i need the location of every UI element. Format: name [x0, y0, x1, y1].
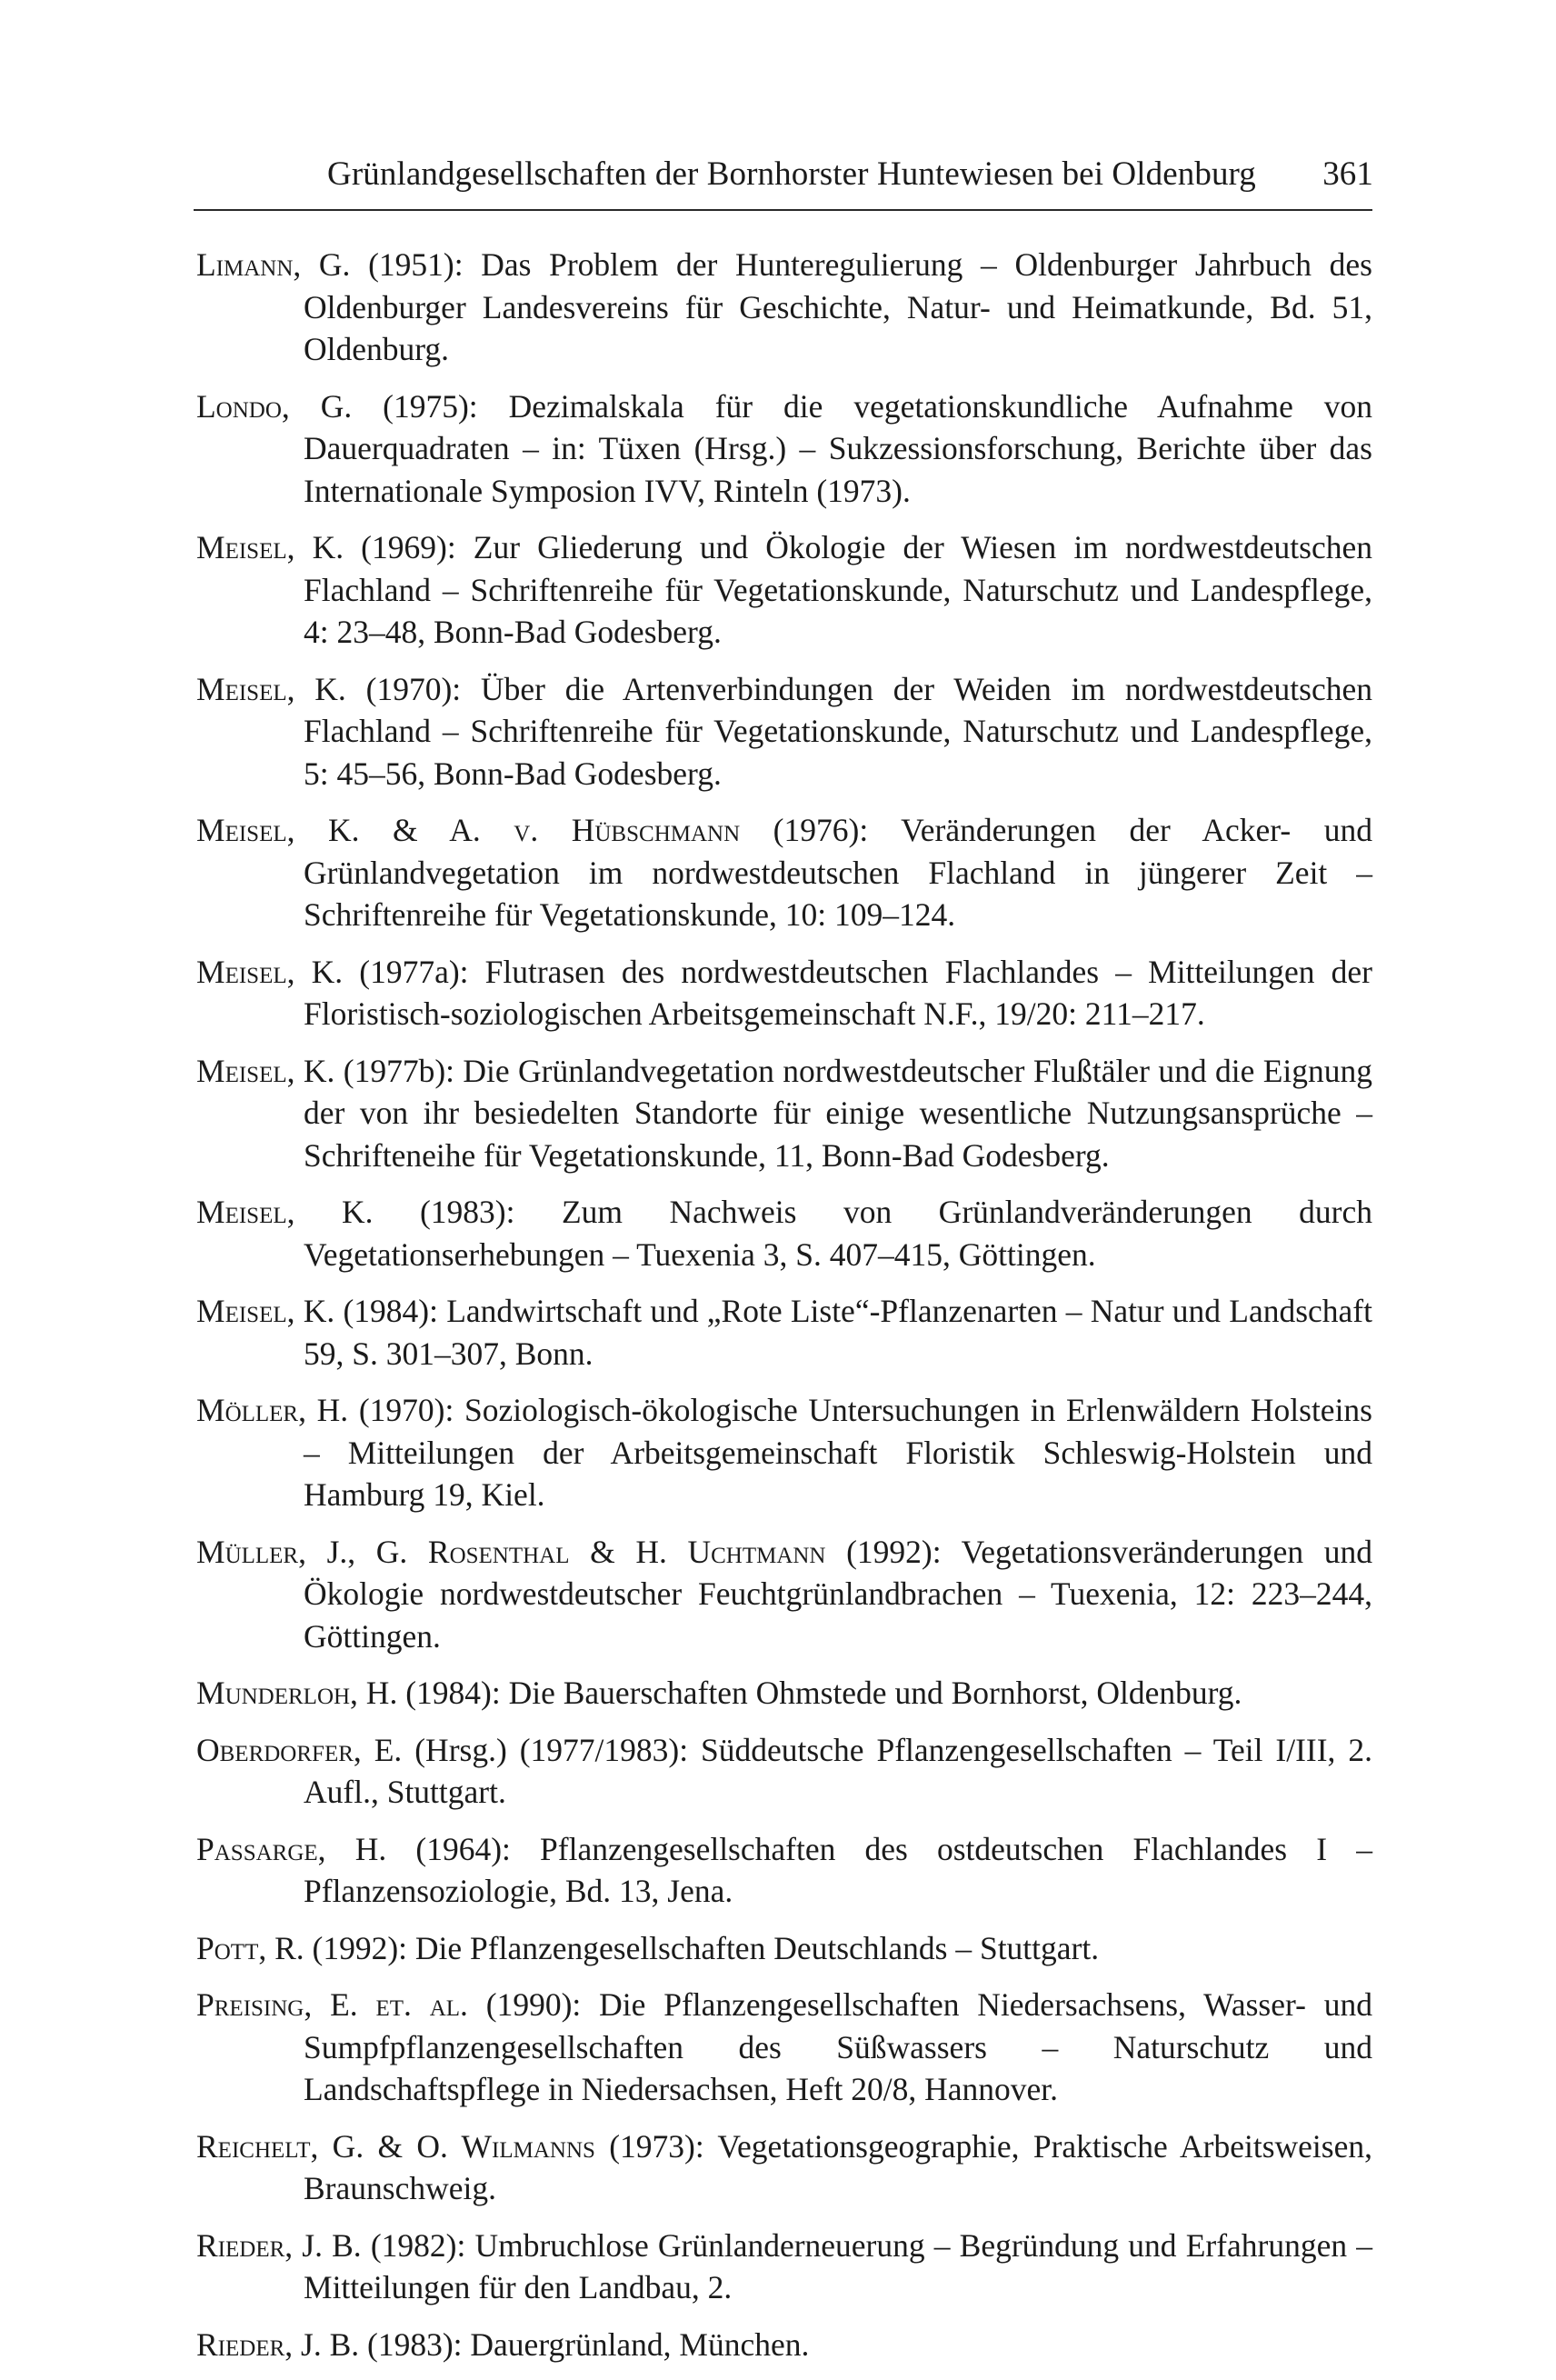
reference-authors: Meisel, K. [196, 1194, 374, 1230]
reference-authors: Meisel, K. [196, 670, 346, 707]
reference-text: (1990): Die Pflanzengesellschaften Niedersachsens, Wasser- und Sumpfpflanzengesellschaften des Süßwassers – Naturschutz und Landschaftspflege in Niedersachsen, Heft 20/8, Hannover. [304, 1986, 1373, 2107]
reference-text: (Hrsg.) (1977/1983): Süddeutsche Pflanzengesellschaften – Teil I/III, 2. Aufl., Stuttgart. [304, 1731, 1372, 1810]
reference-entry [196, 951, 1372, 1035]
reference-text: (1984): Landwirtschaft und „Rote Liste“-Pflanzenarten – Natur und Landschaft 59, S. 301–307, Bonn. [304, 1293, 1372, 1372]
reference-text: (1983): Dauergrünland, München. [359, 2325, 810, 2363]
reference-entry [196, 668, 1372, 795]
reference-authors: Reichelt, G. & O. Wilmanns [196, 2127, 595, 2165]
reference-entry [196, 1984, 1372, 2111]
reference-authors: Oberdorfer, E. [196, 1731, 403, 1768]
reference-entry [196, 1729, 1372, 1814]
reference-authors: Limann, G. [196, 246, 351, 283]
reference-authors: Müller, J., G. Rosenthal & H. Uchtmann [196, 1533, 826, 1570]
reference-entry [196, 1927, 1372, 1970]
reference-text: (1975): Dezimalskala für die vegetationskundliche Aufnahme von Dauerquadraten – in: Tüxen (Hrsg.) – Sukzessionsforschung, Berichte über das Internationale Symposion IVV, Rinteln (1973). [304, 387, 1373, 509]
page-number: 361 [1322, 155, 1373, 193]
reference-text: (1970): Soziologisch-ökologische Untersuchungen in Erlenwäldern Holsteins – Mitteilungen der Arbeitsgemeinschaft Floristik Schleswig-Holstein und Hamburg 19, Kiel. [304, 1392, 1372, 1513]
reference-text: (1983): Zum Nachweis von Grünlandveränderungen durch Vegetationserhebungen – Tuexenia 3, S. 407–415, Göttingen. [304, 1194, 1372, 1273]
reference-authors: Meisel, K. [196, 1052, 335, 1089]
reference-entry [196, 244, 1372, 371]
reference-entry [196, 2125, 1372, 2210]
reference-entry [196, 809, 1372, 936]
reference-text: (1977b): Die Grünlandvegetation nordwestdeutscher Flußtäler und die Eignung der von ihr besiedelten Standorte für einige wesentliche Nutzungsansprüche – Schrifteneihe für Vegetationskunde, 11, Bonn-Bad Godesberg. [304, 1052, 1373, 1174]
reference-entry [196, 1191, 1372, 1275]
reference-text: (1970): Über die Artenverbindungen der Weiden im nordwestdeutschen Flachland – Schriftenreihe für Vegetationskunde, Naturschutz und Landespflege, 5: 45–56, Bonn-Bad Godesberg. [304, 670, 1372, 792]
reference-text: (1984): Die Bauerschaften Ohmstede und Bornhorst, Oldenburg. [397, 1675, 1242, 1711]
running-title: Grünlandgesellschaften der Bornhorster Huntewiesen bei Oldenburg [327, 155, 1256, 193]
reference-list [196, 244, 1372, 2380]
reference-authors: Rieder, J. B. [196, 2325, 360, 2363]
reference-authors: Passarge, H. [196, 1830, 387, 1867]
reference-authors: Meisel, K. [196, 529, 344, 565]
reference-entry [196, 1531, 1372, 1658]
running-header [327, 153, 1373, 196]
reference-text: (1969): Zur Gliederung und Ökologie der Wiesen im nordwestdeutschen Flachland – Schriftenreihe für Vegetationskunde, Naturschutz und Landespflege, 4: 23–48, Bonn-Bad Godesberg. [304, 529, 1372, 650]
reference-entry [196, 2225, 1372, 2309]
reference-text: (1973): Vegetationsgeographie, Praktische Arbeitsweisen, Braunschweig. [304, 2127, 1372, 2206]
reference-entry [196, 1389, 1372, 1516]
reference-text: (1982): Umbruchlose Grünlanderneuerung – Begründung und Erfahrungen – Mitteilungen für den Landbau, 2. [304, 2226, 1372, 2305]
reference-authors: Pott, R. [196, 1929, 304, 1966]
reference-authors: Londo, G. [196, 387, 353, 425]
reference-authors: Möller, H. [196, 1392, 349, 1428]
reference-text: (1951): Das Problem der Hunteregulierung – Oldenburger Jahrbuch des Oldenburger Landesvereins für Geschichte, Natur- und Heimatkunde, Bd. 51, Oldenburg. [304, 246, 1372, 367]
header-rule [194, 209, 1372, 211]
reference-entry [196, 1290, 1372, 1375]
reference-authors: Meisel, K. & A. v. Hübschmann [196, 812, 741, 848]
reference-entry [196, 1050, 1372, 1177]
reference-authors: Preising, E. et. al. [196, 1986, 468, 2023]
reference-text: (1992): Die Pflanzengesellschaften Deutschlands – Stuttgart. [304, 1929, 1100, 1966]
reference-text: (1977a): Flutrasen des nordwestdeutschen Flachlandes – Mitteilungen der Floristisch-soziologischen Arbeitsgemeinschaft N.F., 19/20: 211–217. [304, 953, 1372, 1032]
reference-text: (1992): Vegetationsveränderungen und Ökologie nordwestdeutscher Feuchtgrünlandbrachen – Tuexenia, 12: 223–244, Göttingen. [304, 1533, 1372, 1655]
reference-entry [196, 1828, 1372, 1913]
reference-authors: Munderloh, H. [196, 1675, 398, 1711]
reference-entry [196, 526, 1372, 654]
reference-text: (1964): Pflanzengesellschaften des ostdeutschen Flachlandes I – Pflanzensoziologie, Bd. 13, Jena. [304, 1830, 1372, 1909]
reference-authors: Meisel, K. [196, 1293, 335, 1329]
reference-entry [196, 2324, 1372, 2366]
reference-entry [196, 1672, 1372, 1715]
reference-authors: Rieder, J. B. [196, 2226, 362, 2264]
reference-text: (1976): Veränderungen der Acker- und Grünlandvegetation im nordwestdeutschen Flachland in jüngerer Zeit – Schriftenreihe für Vegetationskunde, 10: 109–124. [304, 812, 1372, 933]
reference-entry [196, 385, 1372, 513]
reference-authors: Meisel, K. [196, 953, 344, 990]
